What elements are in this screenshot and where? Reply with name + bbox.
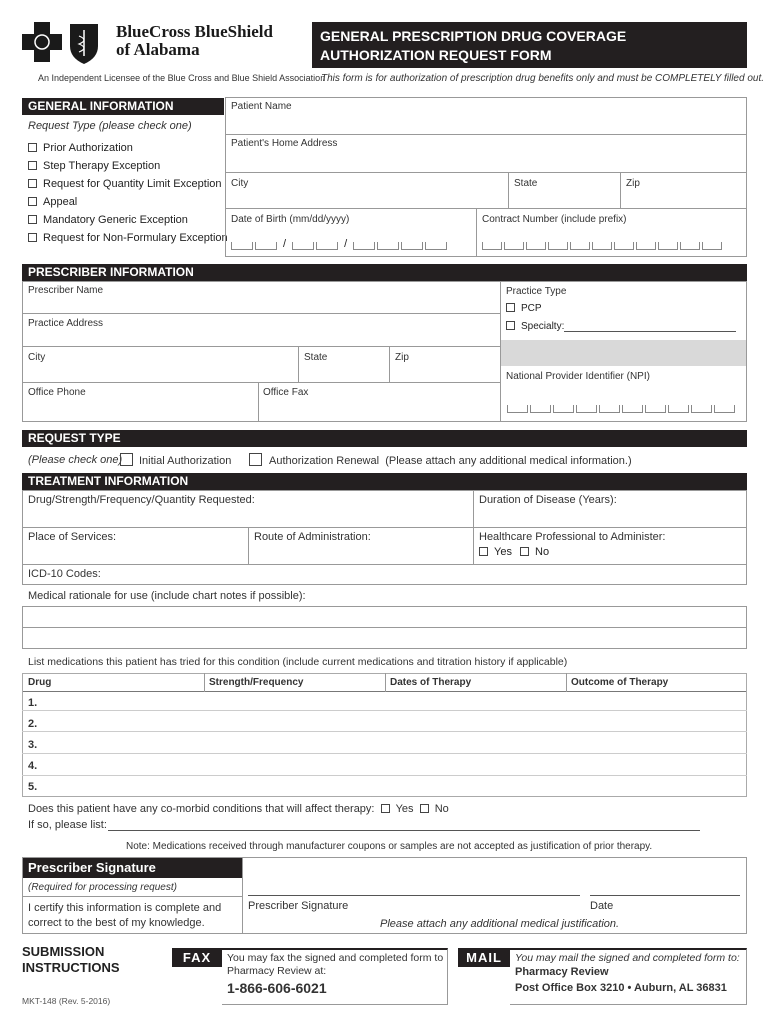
rationale-label: Medical rationale for use (include chart notes if possible):	[28, 590, 306, 602]
icd-codes-field[interactable]: ICD-10 Codes:	[28, 568, 101, 580]
checkbox[interactable]	[506, 303, 515, 312]
dob-slash: /	[344, 238, 348, 250]
checkbox[interactable]	[28, 161, 37, 170]
date-line[interactable]	[590, 895, 740, 896]
renewal-checkbox[interactable]	[249, 453, 262, 466]
practice-type-label: Practice Type	[506, 286, 567, 297]
renewal-text: Authorization Renewal	[269, 455, 380, 467]
pcp-option[interactable]	[506, 303, 542, 314]
table-row[interactable]: 3.	[28, 739, 38, 751]
npi-segments[interactable]	[507, 405, 737, 413]
prescriber-city-field[interactable]: City	[28, 352, 46, 363]
option-label: Request for Non-Formulary Exception	[43, 232, 228, 244]
brand-name: BlueCross BlueShield of Alabama	[116, 22, 273, 59]
certify-text	[28, 901, 221, 931]
drug-requested-field[interactable]: Drug/Strength/Frequency/Quantity Requested:	[28, 494, 255, 506]
renewal-label	[269, 455, 632, 467]
option-label: Appeal	[43, 196, 78, 208]
option-label: Prior Authorization	[43, 142, 133, 154]
logo	[22, 22, 102, 66]
fax-line: Pharmacy Review at:	[227, 965, 327, 977]
contract-number-field[interactable]: Contract Number (include prefix)	[482, 214, 627, 225]
fax-tag: FAX	[172, 948, 222, 967]
patient-state-field[interactable]: State	[514, 178, 538, 189]
checkbox[interactable]	[28, 233, 37, 242]
duration-field[interactable]: Duration of Disease (Years):	[479, 494, 617, 506]
checkbox[interactable]	[28, 197, 37, 206]
mail-instructions: You may mail the signed and completed form to:	[515, 952, 740, 964]
form-title: GENERAL PRESCRIPTION DRUG COVERAGE AUTHORIZATION REQUEST FORM	[312, 22, 747, 68]
mail-address: Post Office Box 3210 • Auburn, AL 36831	[515, 982, 727, 994]
signature-label: Prescriber Signature	[248, 900, 349, 912]
table-row[interactable]: 5.	[28, 781, 38, 793]
table-row[interactable]: 4.	[28, 760, 38, 772]
mail-tag: MAIL	[458, 948, 510, 967]
dob-segments[interactable]	[231, 238, 449, 250]
specialty-line[interactable]	[564, 331, 736, 332]
contract-segments[interactable]	[482, 242, 724, 250]
option-label: Yes	[494, 546, 512, 558]
initial-auth-checkbox[interactable]	[120, 453, 133, 466]
hcp-label: Healthcare Professional to Administer:	[479, 531, 666, 543]
checkbox[interactable]	[28, 215, 37, 224]
general-info-heading: GENERAL INFORMATION	[22, 98, 224, 115]
route-field[interactable]: Route of Administration:	[254, 531, 371, 543]
please-check-label: (Please check one)	[28, 454, 123, 466]
option-label: Request for Quantity Limit Exception	[43, 178, 222, 190]
option-label: No	[535, 546, 550, 558]
if-so-line[interactable]	[108, 830, 700, 831]
patient-zip-field[interactable]: Zip	[626, 178, 640, 189]
patient-city-field[interactable]: City	[231, 178, 249, 189]
treatment-info-heading: TREATMENT INFORMATION	[22, 473, 747, 490]
prescriber-zip-field[interactable]: Zip	[395, 352, 409, 363]
comorbid-yes-checkbox[interactable]	[381, 804, 390, 813]
specialty-option[interactable]	[506, 321, 564, 332]
office-phone-field[interactable]: Office Phone	[28, 387, 86, 398]
option-label: Step Therapy Exception	[43, 160, 161, 172]
submission-line: SUBMISSION	[22, 944, 105, 959]
renewal-note: (Please attach any additional medical information.)	[385, 455, 632, 467]
form-code: MKT-148 (Rev. 5-2016)	[22, 996, 111, 1006]
if-so-label: If so, please list:	[28, 819, 107, 831]
option-appeal[interactable]	[28, 196, 77, 208]
fax-number[interactable]: 1-866-606-6021	[227, 980, 327, 996]
comorbid-text: Does this patient have any co-morbid conditions that will affect therapy:	[28, 803, 375, 815]
col-outcome: Outcome of Therapy	[571, 677, 669, 688]
form-subtitle: This form is for authorization of prescription drug benefits only and must be COMPLETELY filled out.	[321, 73, 764, 84]
col-dates: Dates of Therapy	[390, 677, 472, 688]
request-type-label: Request Type (please check one)	[28, 120, 192, 132]
npi-field[interactable]: National Provider Identifier (NPI)	[506, 371, 650, 382]
prescriber-name-field[interactable]: Prescriber Name	[28, 285, 104, 296]
comorbid-no-checkbox[interactable]	[420, 804, 429, 813]
prescriber-state-field[interactable]: State	[304, 352, 328, 363]
option-label: Specialty:	[521, 321, 565, 332]
mail-name: Pharmacy Review	[515, 966, 609, 978]
fax-line: You may fax the signed and completed form to	[227, 952, 444, 964]
option-quantity-limit[interactable]	[28, 178, 222, 190]
bcbs-logo-icon	[22, 22, 102, 66]
submission-heading	[22, 944, 120, 976]
shaded-area	[501, 340, 746, 366]
col-drug: Drug	[28, 677, 52, 688]
checkbox[interactable]	[28, 179, 37, 188]
medications-tried-label: List medications this patient has tried for this condition (include current medications and titration history if applicable)	[28, 656, 568, 668]
submission-line: INSTRUCTIONS	[22, 960, 120, 975]
patient-info-box	[225, 97, 747, 257]
hcp-no[interactable]	[520, 546, 549, 558]
coupon-note: Note: Medications received through manufacturer coupons or samples are not accepted as justification of prior therapy.	[126, 841, 653, 852]
signature-heading: Prescriber Signature	[22, 857, 242, 878]
option-non-formulary[interactable]	[28, 232, 228, 244]
signature-line[interactable]	[248, 895, 580, 896]
option-step-therapy[interactable]	[28, 160, 160, 172]
attach-note: Please attach any additional medical justification.	[380, 918, 620, 930]
certify-line: correct to the best of my knowledge.	[28, 917, 205, 929]
office-fax-field[interactable]: Office Fax	[263, 387, 309, 398]
col-strength: Strength/Frequency	[209, 677, 304, 688]
table-row[interactable]: 2.	[28, 718, 38, 730]
prescriber-info-heading: PRESCRIBER INFORMATION	[22, 264, 747, 281]
checkbox[interactable]	[28, 143, 37, 152]
option-mandatory-generic[interactable]	[28, 214, 188, 226]
dob-slash: /	[283, 238, 287, 250]
licensee-text: An Independent Licensee of the Blue Cross and Blue Shield Association	[38, 73, 326, 83]
comorbid-no-label: No	[434, 803, 449, 815]
comorbid-yes-label: Yes	[395, 803, 414, 815]
dob-field[interactable]: Date of Birth (mm/dd/yyyy)	[231, 214, 350, 225]
checkbox[interactable]	[479, 547, 488, 556]
home-address-field[interactable]: Patient's Home Address	[231, 138, 338, 149]
initial-auth-label: Initial Authorization	[139, 455, 232, 467]
fax-instructions	[227, 952, 443, 978]
comorbid-question	[28, 803, 449, 815]
request-type-heading: REQUEST TYPE	[22, 430, 747, 447]
checkbox[interactable]	[506, 321, 515, 330]
option-label: Mandatory Generic Exception	[43, 214, 188, 226]
place-of-services-field[interactable]: Place of Services:	[28, 531, 117, 543]
option-label: PCP	[521, 303, 542, 314]
certify-line: I certify this information is complete and	[28, 902, 222, 914]
patient-name-field[interactable]: Patient Name	[231, 101, 292, 112]
hcp-yes[interactable]	[479, 546, 512, 558]
checkbox[interactable]	[520, 547, 529, 556]
required-note: (Required for processing request)	[28, 882, 177, 893]
option-prior-authorization[interactable]	[28, 142, 133, 154]
practice-address-field[interactable]: Practice Address	[28, 318, 104, 329]
table-row[interactable]: 1.	[28, 697, 38, 709]
date-label: Date	[590, 900, 614, 912]
